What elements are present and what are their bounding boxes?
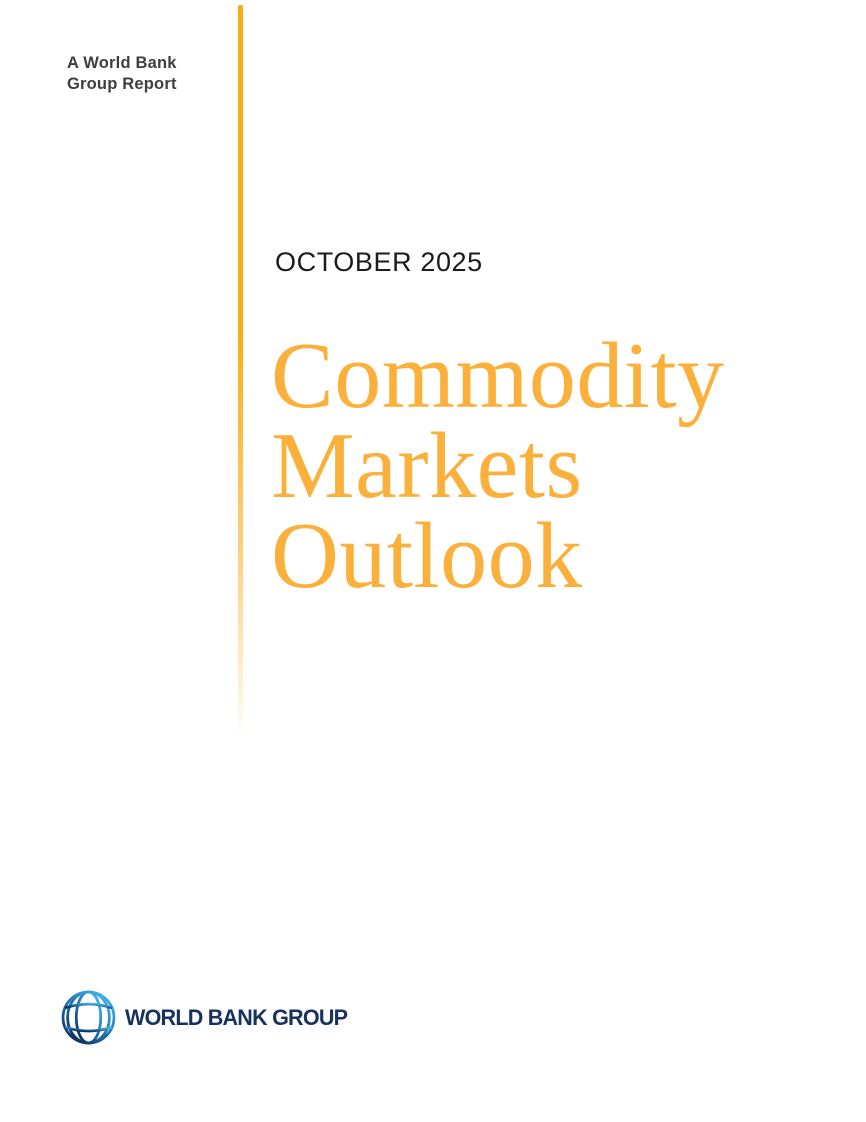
world-bank-globe-icon [60,989,117,1046]
vertical-accent-rule [238,5,243,740]
title-line-1: Commodity [271,324,725,428]
report-badge [67,53,177,95]
page-title [271,324,725,608]
title-line-2: Markets [271,414,583,518]
issue-date: OCTOBER 2025 [275,247,483,277]
world-bank-group-logo [60,989,352,1046]
title-line-3: Outlook [271,504,583,608]
report-badge-line2: Group Report [67,75,177,93]
world-bank-group-wordmark: WORLD BANK GROUP [125,1004,348,1030]
report-badge-line1: A World Bank [67,54,177,72]
